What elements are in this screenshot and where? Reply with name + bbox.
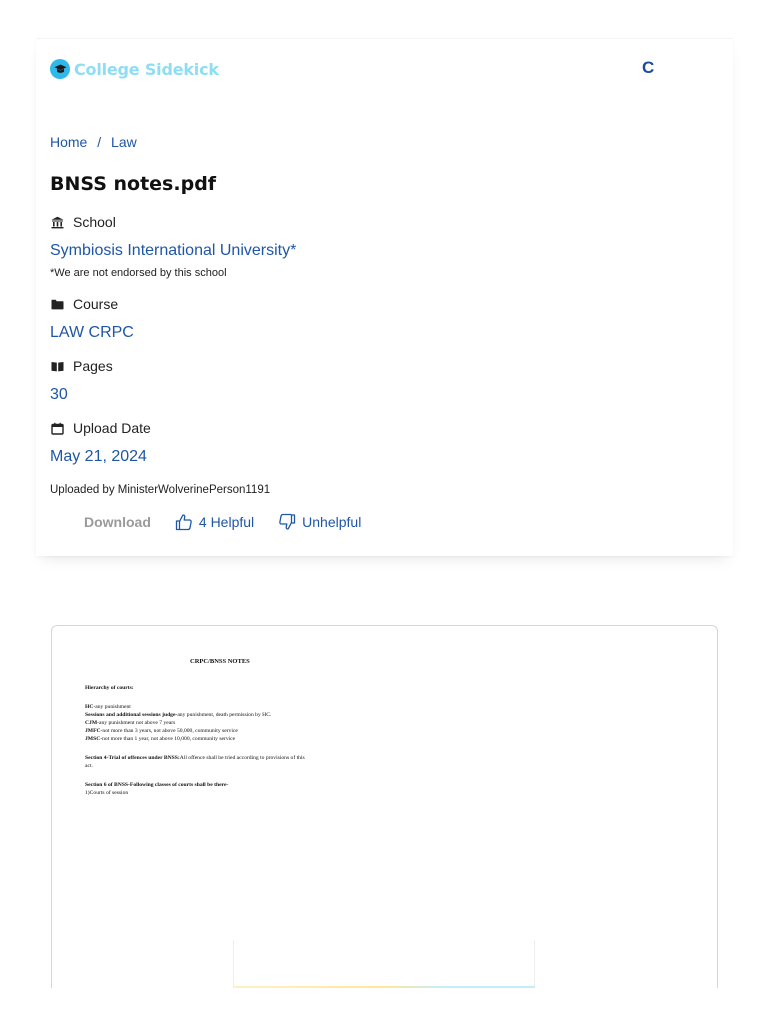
preview-text: All offence shall be tried according to provisions of this [179,755,305,761]
upload-date-value: May 21, 2024 [50,448,147,465]
preview-line [85,736,235,742]
preview-title: CRPC/BNSS NOTES [190,658,250,665]
unhelpful-button[interactable] [278,513,361,531]
header-menu-letter[interactable]: C [642,58,655,77]
helpful-count-label: 4 Helpful [198,514,255,530]
download-button[interactable]: Download [84,514,151,530]
thumbs-up-icon [175,513,193,531]
breadcrumb [50,134,137,150]
preview-text: act. [85,763,93,769]
unhelpful-label: Unhelpful [302,514,362,530]
preview-bold: Section 4-Trial of offences under BNSS: [85,755,180,761]
preview-text: any punishment not above 7 years [98,720,176,726]
preview-text: any punishment, death permission by HC. [177,712,272,718]
brand-name: College Sidekick [74,59,219,79]
school-disclaimer: *We are not endorsed by this school [50,267,227,279]
breadcrumb-separator: / [97,134,102,150]
preview-text: not more than 3 years, not above 50,000, community service [102,728,238,734]
course-label-text: Course [73,296,119,312]
course-link[interactable]: LAW CRPC [50,324,134,341]
thumbs-down-icon [278,513,296,531]
calendar-icon [50,421,64,435]
preview-bold: Sessions and additional sessions judge- [85,712,178,718]
pages-value: 30 [50,386,68,403]
preview-line [85,782,228,788]
preview-line [85,712,271,718]
page-title: BNSS notes.pdf [50,173,217,195]
preview-line [85,728,238,734]
preview-line [85,755,305,761]
preview-bold: CJM- [85,720,99,726]
preview-text: 1)Courts of session [85,790,129,796]
document-info-card [36,38,733,556]
pages-label [50,358,113,374]
document-actions [84,513,385,531]
breadcrumb-law-link[interactable]: Law [111,134,137,150]
school-label-text: School [73,214,116,230]
upload-date-label [50,420,151,436]
bottom-panel [233,940,535,988]
preview-bold: HC- [85,704,96,710]
preview-text: any punishment [95,704,131,710]
upload-date-label-text: Upload Date [73,420,151,436]
pages-label-text: Pages [73,358,113,374]
brand-logo[interactable] [50,57,219,81]
graduation-cap-icon [50,59,70,79]
breadcrumb-home-link[interactable]: Home [50,134,88,150]
course-label [50,296,118,312]
preview-line [85,763,93,769]
document-preview[interactable] [51,625,718,988]
bottom-accent-bar [233,986,535,988]
book-icon [50,359,64,373]
preview-bold: Hierarchy of courts: [85,685,134,691]
preview-line [85,704,131,710]
preview-bold: Section 6 of BNSS-Following classes of courts shall be there- [85,782,229,788]
preview-text: not more than 1 year, not above 10,000, community service [102,736,236,742]
preview-line [85,685,134,691]
preview-line [85,720,175,726]
preview-bold: JMSC- [85,736,103,742]
preview-line [85,790,128,796]
school-label [50,214,116,230]
folder-icon [50,297,64,311]
institution-icon [50,215,64,229]
preview-bold: JMFC- [85,728,103,734]
helpful-button[interactable] [175,513,254,531]
uploaded-by: Uploaded by MinisterWolverinePerson1191 [50,484,271,496]
school-link[interactable]: Symbiosis International University* [50,242,297,259]
